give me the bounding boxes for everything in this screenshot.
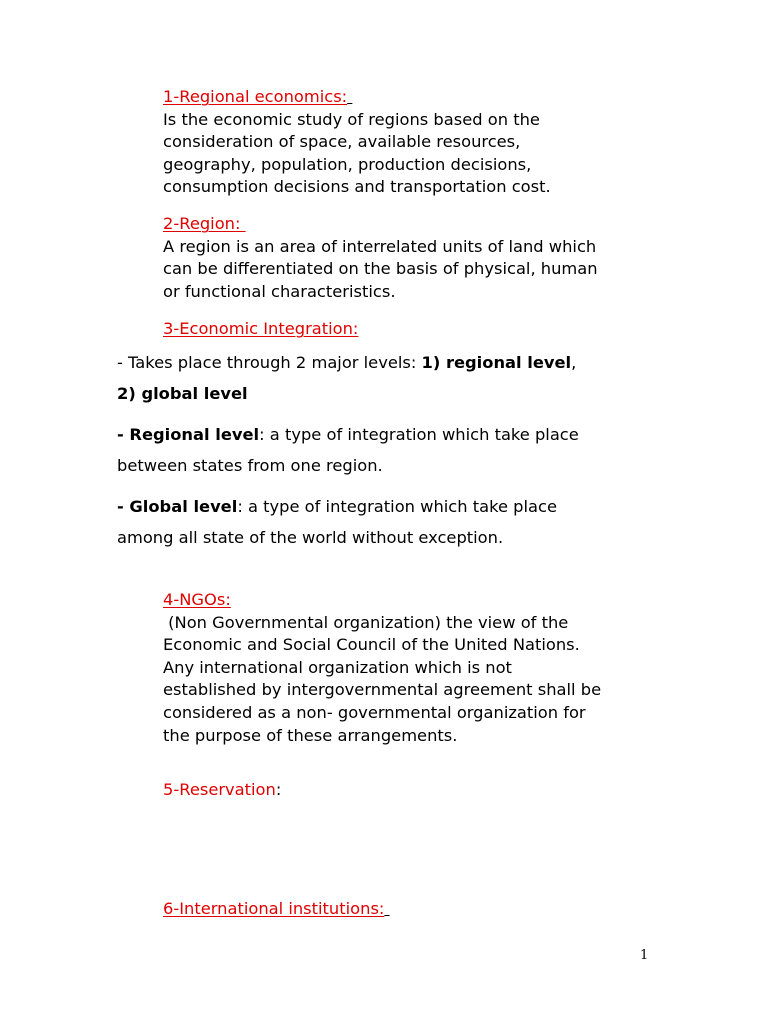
global-level-def-cont: among all state of the world without exception. [117,527,504,547]
paragraph-line: can be differentiated on the basis of physical, human [163,259,598,279]
paragraph-line: or functional characteristics. [163,281,396,301]
heading-tail [384,899,389,918]
section-economic-integration [163,318,358,341]
level-global-bold: 2) global level [117,383,248,403]
regional-level-definition [117,420,579,481]
paragraph-line: the purpose of these arrangements. [163,725,458,745]
heading-colon: : [275,780,282,799]
regional-level-def-cont: between states from one region. [117,455,383,475]
paragraph-line: A region is an area of interrelated units of land which [163,236,597,256]
paragraph-line: consideration of space, available resources, [163,132,521,152]
level-regional-bold: 1) regional level [421,353,572,372]
paragraph-line: Is the economic study of regions based on the [163,109,540,129]
global-level-term: - Global level [117,497,238,516]
levels-intro: - Takes place through 2 major levels: [117,353,422,372]
section-international-institutions [163,898,390,921]
section-region [163,213,598,303]
section-heading: 4-NGOs: [163,590,231,609]
section-heading: 5-Reservation [163,780,276,799]
section-heading: 2-Region: [163,214,246,233]
paragraph-line: Economic and Social Council of the United Nations. [163,635,580,655]
page-number: 1 [640,948,649,963]
integration-levels [117,348,576,409]
paragraph-line: established by intergovernmental agreement shall be [163,680,602,700]
paragraph-line: geography, population, production decisions, [163,154,532,174]
section-reservation [163,779,281,802]
section-ngos [163,589,601,747]
paragraph-line: Any international organization which is not [163,657,512,677]
global-level-def: : a type of integration which take place [237,497,557,516]
section-heading: 3-Economic Integration: [163,319,359,338]
section-regional-economics [163,86,551,199]
global-level-definition [117,492,557,553]
levels-comma: , [571,353,577,372]
section-heading: 1-Regional economics: [163,87,348,106]
heading-tail [347,87,352,106]
regional-level-term: - Regional level [117,425,260,444]
regional-level-def: : a type of integration which take place [259,425,579,444]
paragraph-line: considered as a non- governmental organization for [163,702,586,722]
section-heading: 6-International institutions: [163,899,385,918]
paragraph-line: (Non Governmental organization) the view of the [163,612,569,632]
paragraph-line: consumption decisions and transportation cost. [163,177,551,197]
